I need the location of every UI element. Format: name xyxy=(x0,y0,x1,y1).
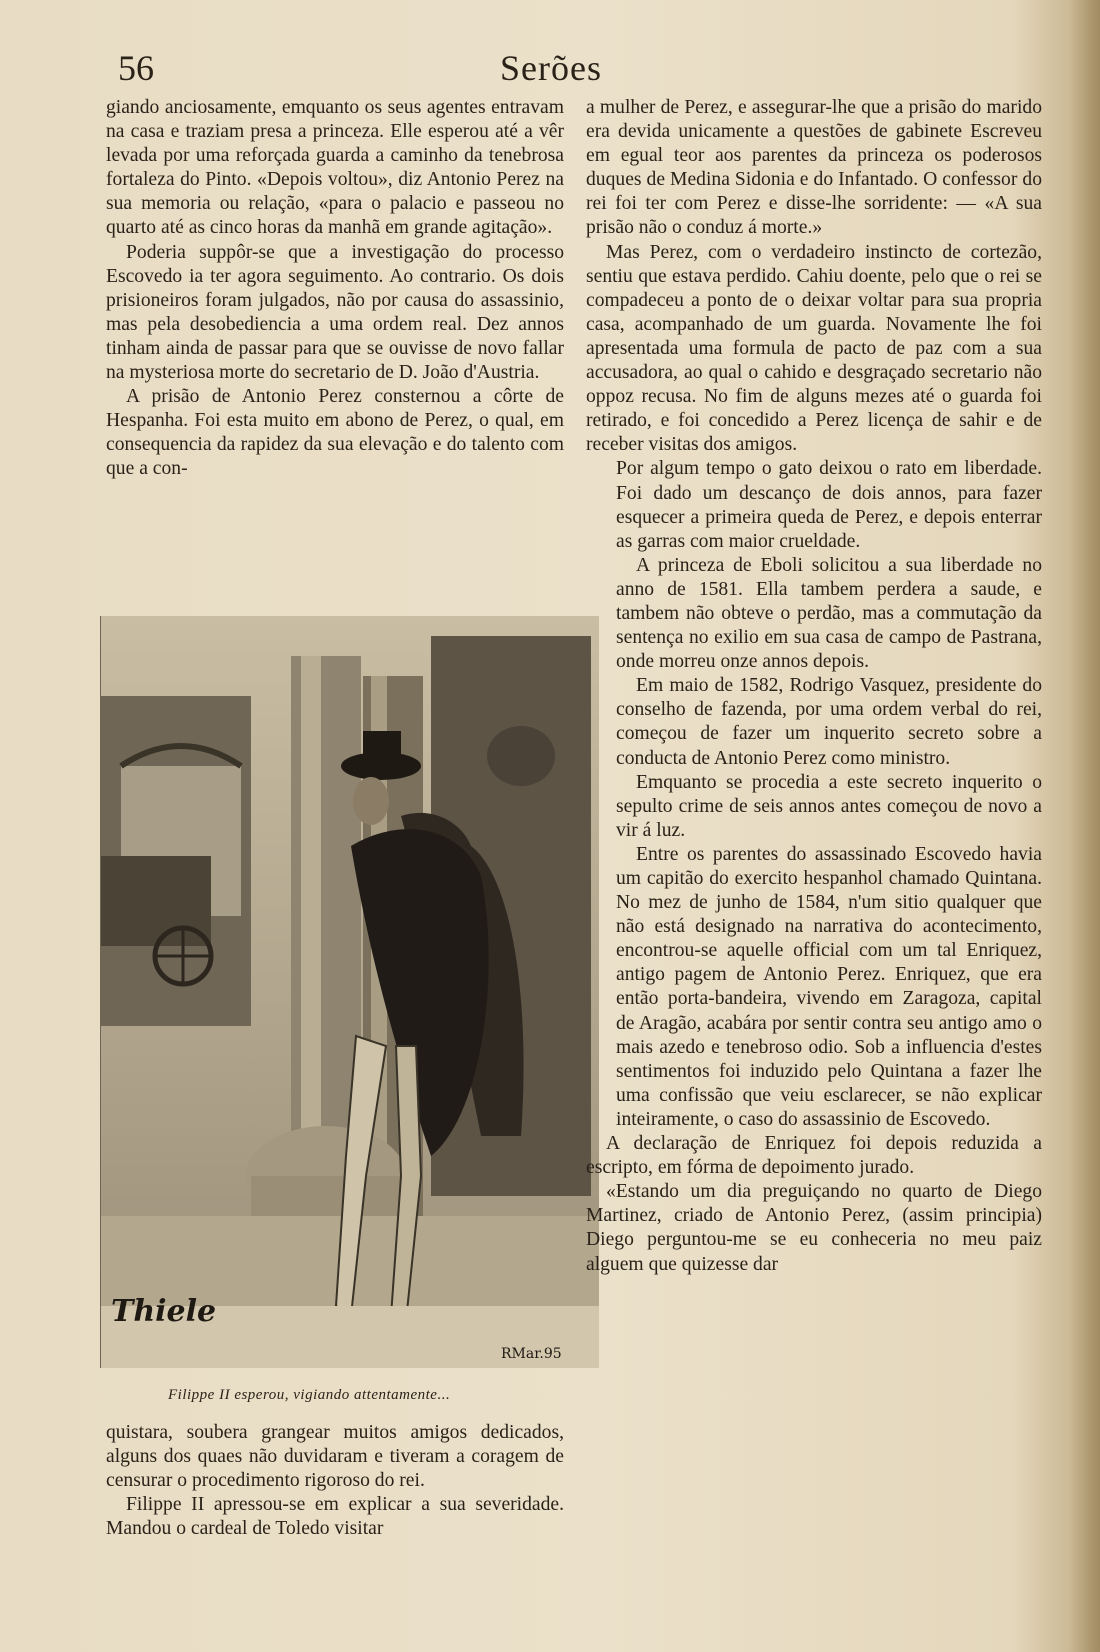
paragraph: A princeza de Eboli solicitou a sua liberdade no anno de 1581. Ella tambem perdera a saude, e tambem não obteve o perdão, mas a commutação da sentença no exilio em sua casa de campo de Pastrana, onde morreu onze annos depois. xyxy=(616,554,1042,673)
paragraph: Emquanto se procedia a este secreto inquerito o sepulto crime de seis annos antes começou de novo a vir á luz. xyxy=(616,771,1042,841)
running-title: Serões xyxy=(500,48,602,88)
right-column-narrow-section xyxy=(616,457,1042,1132)
paragraph: Por algum tempo o gato deixou o rato em liberdade. Foi dado um descanço de dois annos, para fazer esquecer a primeira queda de Perez, e depois enterrar as garras com maior crueldade. xyxy=(616,458,1042,552)
left-column-top xyxy=(106,96,564,482)
paragraph: A declaração de Enriquez foi depois reduzida a escripto, em fórma de depoimento jurado. xyxy=(586,1133,1042,1179)
paragraph: giando anciosamente, emquanto os seus agentes entravam na casa e traziam presa a princeza. Elle esperou até a vêr levada por uma reforçada guarda a caminho da tenebrosa fortaleza do Pinto. «Depois voltou», diz Antonio Perez na sua memoria ou relação, «para o palacio e passeou no quarto até as cinco horas da manhã em grande agitação». xyxy=(106,97,564,239)
paragraph: A prisão de Antonio Perez consternou a côrte de Hespanha. Foi esta muito em abono de Perez, o qual, em consequencia da rapidez da sua elevação e do talento com que a con- xyxy=(106,386,564,480)
helmet xyxy=(487,726,555,786)
figure-caption: Filippe II esperou, vigiando attentamente... xyxy=(168,1387,451,1403)
illustration-figure xyxy=(100,616,598,1368)
paragraph: Filippe II apressou-se em explicar a sua severidade. Mandou o cardeal de Toledo visitar xyxy=(106,1494,564,1540)
artist-signature-right: RMar.95 xyxy=(501,1346,562,1362)
paragraph: quistara, soubera grangear muitos amigos dedicados, alguns dos quaes não duvidaram e tiveram a coragem de censurar o procedimento rigoroso do rei. xyxy=(106,1422,564,1492)
paragraph: «Estando um dia preguiçando no quarto de Diego Martinez, criado de Antonio Perez, (assim principia) Diego perguntou-me se eu conheceria no meu paiz alguem que quizesse dar xyxy=(586,1181,1042,1275)
paragraph: a mulher de Perez, e assegurar-lhe que a prisão do marido era devida unicamente a questões de gabinete Escreveu em egual teor aos parentes da princeza os poderosos duques de Medina Sidonia e do Infantado. O confessor do rei foi ter com Perez e disse-lhe sorridente: — «A sua prisão não o conduz á morte.» xyxy=(586,97,1042,239)
book-spine-shadow xyxy=(1070,0,1100,1652)
page-number: 56 xyxy=(118,48,154,88)
right-column xyxy=(586,96,1042,1277)
artist-signature-left: Thiele xyxy=(111,1294,217,1329)
left-column-bottom xyxy=(106,1421,564,1541)
paragraph: Mas Perez, com o verdadeiro instincto de cortezão, sentiu que estava perdido. Cahiu doente, pelo que o rei se compadeceu a ponto de o deixar voltar para sua propria casa, acompanhado de um guarda. Novamente lhe foi apresentada uma formula de pacto de paz com a sua accusadora, ao qual o cahido e desgraçado secretario não oppoz recusa. No fim de alguns mezes até o guarda foi retirado, e foi concedido a Perez licença de sahir e de receber visitas dos amigos. xyxy=(586,241,1042,456)
paragraph: Em maio de 1582, Rodrigo Vasquez, presidente do conselho de fazenda, por uma ordem verbal do rei, começou de fazer um inquerito secreto sobre a conducta de Antonio Perez como ministro. xyxy=(616,675,1042,769)
paragraph: Poderia suppôr-se que a investigação do processo Escovedo ia ter agora seguimento. Ao contrario. Os dois prisioneiros foram julgados, não por causa do assassinio, mas pela desobediencia a uma ordem real. Dez annos tinham ainda de passar para que se ouvisse de novo fallar na mysteriosa morte do secretario de D. João d'Austria. xyxy=(106,241,564,384)
engraving-illustration xyxy=(100,616,599,1368)
paragraph: Entre os parentes do assassinado Escovedo havia um capitão do exercito hespanhol chamado Quintana. No mez de junho de 1584, n'um sitio qualquer que não está designado na narrativa do acontecimento, encontrou-se aquelle official com um tal Enriquez, antigo pagem de Antonio Perez. Enriquez, que era então porta-bandeira, vivendo em Zaragoza, capital de Aragão, acabára por sentir contra seu antigo amo o mais azedo e tenebroso odio. Sob a influencia d'estes sentimentos foi induzido pelo Quintana a fazer lhe uma confissão que veiu esclarecer, se não explicar inteiramente, o caso do assassinio de Escovedo. xyxy=(616,843,1042,1130)
